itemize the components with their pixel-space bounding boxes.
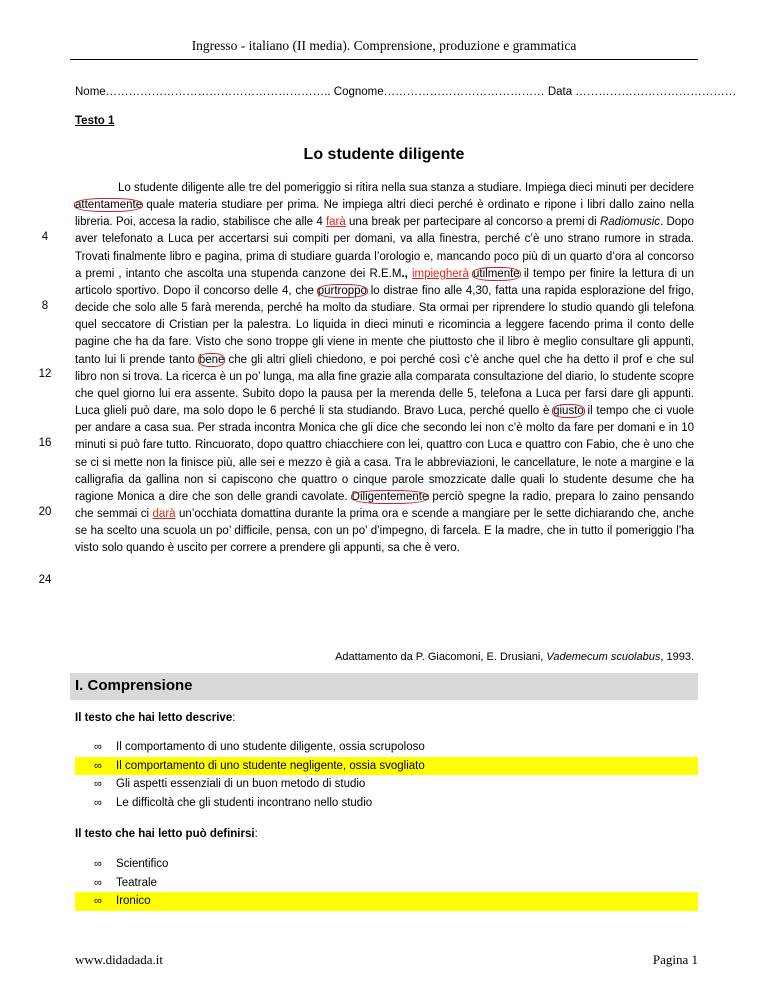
text-run: Lo studente diligente alle tre del pomeriggio si ritira nella sua stanza a studiare. Impiega dieci minuti per decidere bbox=[118, 182, 694, 194]
bullet-icon: ∞ bbox=[94, 741, 102, 753]
option-item[interactable] bbox=[75, 775, 698, 794]
header-rule bbox=[70, 59, 698, 60]
option-label: Gli aspetti essenziali di un buon metodo di studio bbox=[116, 778, 366, 790]
footer-page-number: Pagina 1 bbox=[652, 952, 698, 967]
footer-site: www.didadada.it bbox=[75, 952, 163, 967]
question-1 bbox=[75, 712, 235, 724]
source-book: Vademecum scuolabus bbox=[546, 651, 661, 663]
italic-word: Radiomusic bbox=[599, 216, 661, 229]
option-item-highlighted[interactable] bbox=[75, 757, 698, 776]
text-run: . Dopo aver telefonato a Luca per accertarsi sui compiti per domani, va alla finestra, perché c’è uno strano rumore in strada. Trovati finalmente libro e pagina, prima di studiare guarda l’orologio e, mancando poco più di un quarto d’ora al concorso a premi , intanto che ascolta una stupenda canzone dei R.E.M bbox=[75, 216, 694, 280]
text-title: Lo studente diligente bbox=[303, 146, 465, 163]
marked-word: impiegherà bbox=[411, 267, 469, 280]
option-item[interactable] bbox=[75, 855, 698, 874]
text-run: lo distrae fino alle 4,30, fatta una rapida esplorazione del frigo, decide che solo alle 5 farà merenda, perché ha molto da studiare. Sta ormai per riprendere lo studio quando gli telefona quel seccatore di Cristian per la palestra. Lo liquida in dieci minuti e ricomincia a leggere facendo prima il conto delle pagine che ha da fare. Visto che sono troppe gli viene in mente che piuttosto che il libro è meglio consultare gli appunti, tanto lui li prende tanto bbox=[75, 284, 694, 366]
bullet-icon: ∞ bbox=[94, 895, 102, 907]
circled-word: attentamente bbox=[75, 199, 143, 212]
bullet-icon: ∞ bbox=[94, 858, 102, 870]
text-run: il tempo per finire la lettura di un articolo sportivo. Dopo il concorso delle 4, che bbox=[75, 267, 694, 297]
option-item-highlighted[interactable] bbox=[75, 892, 698, 911]
marked-word: farà bbox=[325, 216, 346, 229]
page-header: Ingresso - italiano (II media). Comprensione, produzione e grammatica bbox=[191, 38, 577, 53]
option-label: Le difficoltà che gli studenti incontrano nello studio bbox=[116, 796, 373, 809]
option-item[interactable] bbox=[75, 794, 698, 813]
question-label: Il testo che hai letto descrive bbox=[75, 712, 233, 724]
bold-punctuation: ., bbox=[401, 267, 408, 280]
text-run: che gli altri glieli chiedono, e poi perché così c’è anche quel che ha detto il prof e che sul libro non si trova. La ricerca è un po’ lunga, ma alla fine grazie alla comparata consultazione del diario, lo studente scopre che quel giorno lui era assente. Subito dopo la pausa per la merenda delle 5, telefona a Luca per farsi dare gli appunti. Luca glieli può dare, ma solo dopo le 6 perché li sta studiando. Bravo Luca, perché quello è bbox=[75, 353, 694, 418]
line-number: 8 bbox=[41, 300, 49, 312]
circled-word: giusto bbox=[553, 405, 584, 418]
marked-word: darà bbox=[152, 507, 176, 520]
question-colon: : bbox=[232, 712, 236, 724]
question-1-options bbox=[75, 738, 698, 812]
option-label: Il comportamento di uno studente negligente, ossia svogliato bbox=[116, 759, 425, 772]
bullet-icon: ∞ bbox=[94, 876, 102, 889]
text-run: perciò spegne la radio, prepara lo zaino pensando che semmai ci bbox=[75, 490, 695, 520]
line-number: 24 bbox=[38, 574, 52, 586]
source-citation bbox=[335, 651, 694, 663]
text-run: una break per partecipare al concorso a premi di bbox=[345, 216, 600, 229]
reading-paragraph bbox=[75, 180, 694, 557]
option-label: Teatrale bbox=[116, 876, 157, 889]
option-item[interactable] bbox=[75, 738, 698, 757]
section-title: I. Comprensione bbox=[75, 677, 193, 694]
line-number: 4 bbox=[41, 231, 49, 243]
line-number: 16 bbox=[38, 437, 52, 449]
circled-word: Diligentemente bbox=[351, 490, 429, 503]
question-label: Il testo che hai letto può definirsi bbox=[75, 828, 255, 840]
source-authors: Adattamento da P. Giacomoni, E. Drusiani, bbox=[335, 651, 547, 663]
option-label: Ironico bbox=[116, 895, 151, 907]
line-number: 12 bbox=[38, 368, 52, 380]
question-2-options bbox=[75, 855, 698, 911]
text-run: un’occhiata domattina durante la prima ora e scende a mangiare per le sette dichiarando che, anche se ha scelto una scuola un po’ difficile, pensa, con un po’ d’impegno, di farcela. E la madre, che in tutto il pomeriggio l’ha visto solo quando è uscito per correre a prendere gli appunti, sa che è vero. bbox=[75, 507, 694, 555]
option-label: Scientifico bbox=[116, 858, 169, 870]
circled-word: bene bbox=[198, 353, 225, 366]
text-run: il tempo che ci vuole per andare a casa sua. Per strada incontra Monica che gli dice che secondo lei non c’è molto da fare per domani e in 10 minuti si può fare tutto. Rincuorato, dopo quattro chiacchiere con lei, quattro con Luca e quattro con Fabio, che è uno che se ci si mette non la finisce più, alle sei e mezzo è già a casa. Tra le abbreviazioni, le cancellature, le note a margine e la calligrafia da gallina non si capiscono che quattro o cinque parole smozzicate dalle quali lo studente desume che ha ragione Monica a dire che son delle grandi cavolate. bbox=[75, 405, 694, 503]
source-year: , 1993. bbox=[660, 651, 694, 663]
text-label: Testo 1 bbox=[75, 115, 115, 127]
circled-word: utilmente bbox=[473, 267, 520, 280]
question-2 bbox=[75, 828, 258, 840]
question-colon: : bbox=[254, 828, 258, 840]
student-fields: Nome………………………………………………….. Cognome…………………………………… Data …………………………………… bbox=[75, 86, 737, 98]
option-label: Il comportamento di uno studente diligente, ossia scrupoloso bbox=[116, 741, 425, 753]
bullet-icon: ∞ bbox=[94, 759, 102, 772]
bullet-icon: ∞ bbox=[94, 778, 102, 790]
line-number: 20 bbox=[38, 506, 52, 518]
reading-text bbox=[75, 180, 694, 557]
option-item[interactable] bbox=[75, 874, 698, 893]
text-run: quale materia studiare per prima. Ne impiega altri dieci perché è ordinato e ripone i libri dallo zaino nella libreria. Poi, accesa la radio, stabilisce che alle 4 bbox=[75, 199, 694, 229]
bullet-icon: ∞ bbox=[94, 796, 102, 809]
circled-word: purtroppo bbox=[317, 284, 367, 297]
